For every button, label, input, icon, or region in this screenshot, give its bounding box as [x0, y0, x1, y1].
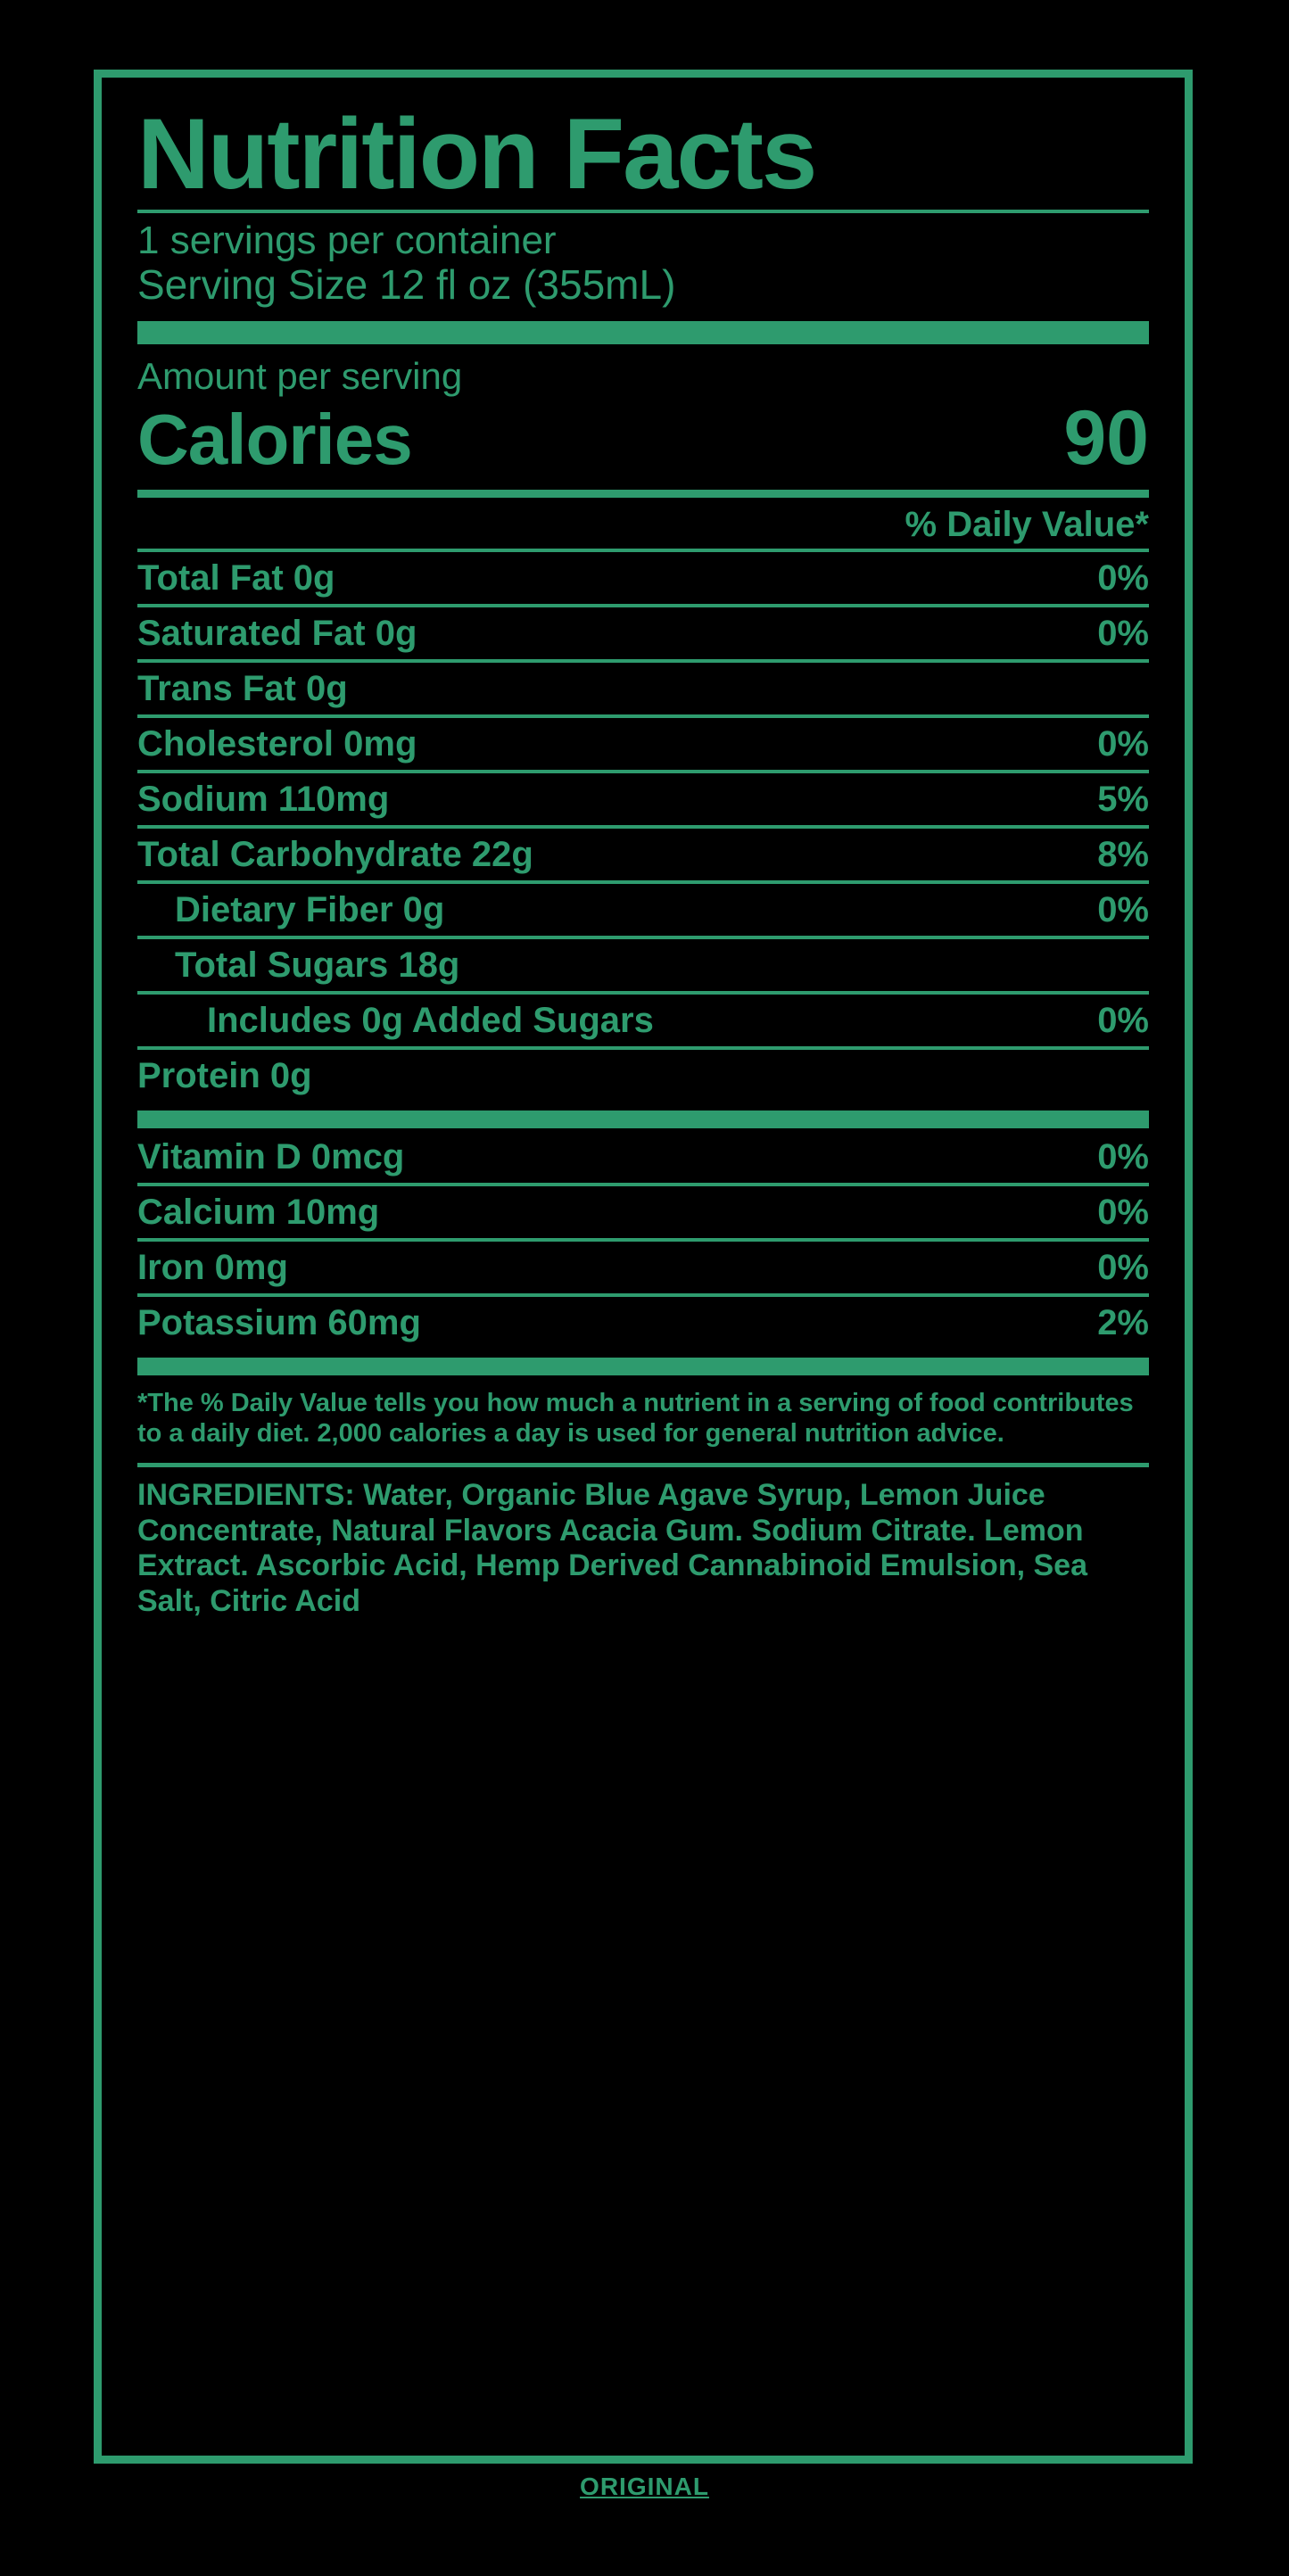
nutrient-dv: 0% — [1097, 1000, 1149, 1040]
ingredients-text — [137, 1478, 1149, 1619]
nutrient-dv: 0% — [1097, 1192, 1149, 1232]
divider-under-title — [137, 210, 1149, 213]
daily-value-header: % Daily Value* — [905, 504, 1149, 544]
table-row — [137, 1293, 1149, 1349]
nutrient-dv: 5% — [1097, 779, 1149, 819]
nutrient-name: Potassium 60mg — [137, 1302, 421, 1342]
table-row — [137, 825, 1149, 880]
nutrient-name: Total Sugars 18g — [175, 945, 460, 985]
calories-label: Calories — [137, 399, 412, 479]
serving-size: Serving Size 12 fl oz (355mL) — [137, 261, 676, 309]
nutrient-name: Iron 0mg — [137, 1247, 288, 1287]
table-row — [137, 714, 1149, 770]
calories-value: 90 — [1063, 394, 1149, 481]
nutrient-dv: 2% — [1097, 1302, 1149, 1342]
footer-word: ORIGINAL — [580, 2473, 709, 2500]
nutrient-dv: 0% — [1097, 613, 1149, 653]
table-row — [137, 991, 1149, 1046]
calories-row — [137, 394, 1149, 483]
divider-thick-footnote — [137, 1358, 1149, 1375]
nutrient-dv: 0% — [1097, 1247, 1149, 1287]
nutrient-dv: 0% — [1097, 557, 1149, 598]
page-title: Nutrition Facts — [137, 98, 816, 210]
nutrient-name: Saturated Fat 0g — [137, 613, 417, 653]
nutrient-dv: 0% — [1097, 1136, 1149, 1177]
ingredients-section — [137, 1463, 1149, 1619]
table-row — [137, 770, 1149, 825]
nutrient-dv: 0% — [1097, 723, 1149, 764]
table-row — [137, 1128, 1149, 1183]
table-row — [137, 659, 1149, 714]
nutrient-name: Includes 0g Added Sugars — [207, 1000, 654, 1040]
nutrient-name: Vitamin D 0mcg — [137, 1136, 405, 1177]
nutrient-name: Dietary Fiber 0g — [175, 889, 445, 929]
nutrient-name: Sodium 110mg — [137, 779, 390, 819]
nutrition-facts-content — [137, 95, 1149, 1619]
table-row — [137, 936, 1149, 991]
table-row — [137, 549, 1149, 604]
daily-value-footnote: *The % Daily Value tells you how much a nutrient in a serving of food contributes to a daily diet. 2,000 calories a day is used for general nutrition advice. — [137, 1388, 1134, 1448]
divider-thick-top — [137, 321, 1149, 344]
nutrient-name: Protein 0g — [137, 1055, 312, 1095]
divider-thick-vitamins — [137, 1110, 1149, 1128]
nutrient-name: Total Carbohydrate 22g — [137, 834, 533, 874]
ingredients-list: Water, Organic Blue Agave Syrup, Lemon Juice Concentrate, Natural Flavors Acacia Gum. Sodium Citrate. Lemon Extract. Ascorbic Acid, Hemp Derived Cannabinoid Emulsion, Sea Salt, Citric Acid — [137, 1478, 1087, 1618]
table-row — [137, 604, 1149, 659]
table-row — [137, 1046, 1149, 1102]
nutrient-name: Cholesterol 0mg — [137, 723, 417, 764]
table-row — [137, 880, 1149, 936]
nutrient-name: Total Fat 0g — [137, 557, 335, 598]
nutrition-facts-panel — [94, 70, 1193, 2464]
nutrient-dv: 8% — [1097, 834, 1149, 874]
ingredients-heading: INGREDIENTS: — [137, 1478, 355, 1513]
nutrient-dv: 0% — [1097, 889, 1149, 929]
amount-per-serving-label: Amount per serving — [137, 354, 463, 397]
nutrient-name: Trans Fat 0g — [137, 668, 348, 708]
table-row — [137, 1238, 1149, 1293]
divider-under-calories — [137, 490, 1149, 498]
table-row — [137, 1183, 1149, 1238]
nutrient-name: Calcium 10mg — [137, 1192, 380, 1232]
servings-per-container: 1 servings per container — [137, 219, 557, 262]
